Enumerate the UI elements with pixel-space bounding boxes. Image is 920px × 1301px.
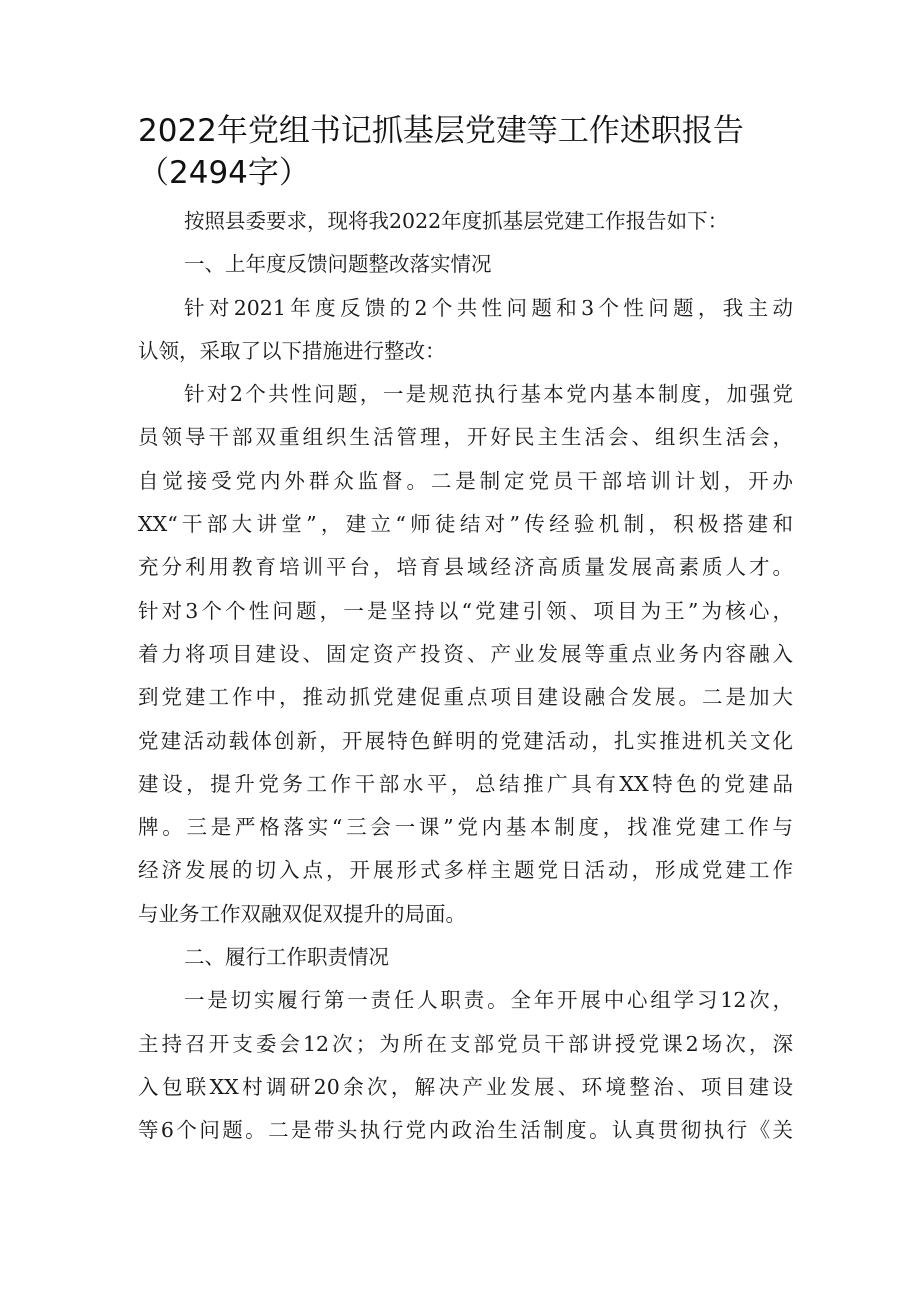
- paragraph: [138, 287, 793, 374]
- text-line: 针对2021年度反馈的2个共性问题和3个性问题，我主动: [184, 295, 793, 320]
- text-line: 着力将项目建设、固定资产投资、产业发展等重点业务内容融入: [138, 641, 793, 666]
- text-line: 等6个问题。二是带头执行党内政治生活制度。认真贯彻执行《关: [138, 1118, 793, 1143]
- text-line: 针对3个个性问题，一是坚持以“党建引领、项目为王”为核心，: [138, 598, 793, 623]
- text-line: 与业务工作双融双促双提升的局面。: [138, 901, 466, 926]
- paragraph: [138, 936, 793, 979]
- text-line: 二、履行工作职责情况: [184, 945, 389, 970]
- text-line: 一、上年度反馈问题整改落实情况: [184, 252, 492, 277]
- paragraph: [138, 979, 793, 1152]
- text-line: 充分利用教育培训平台，培育县域经济高质量发展高素质人才。: [138, 555, 793, 580]
- text-line: 自觉接受党内外群众监督。二是制定党员干部培训计划，开办: [138, 468, 793, 493]
- document-title: [138, 110, 818, 194]
- text-line: 针对2个共性问题，一是规范执行基本党内基本制度，加强党: [184, 382, 793, 407]
- text-line: 按照县委要求，现将我2022年度抓基层党建工作报告如下：: [184, 209, 729, 233]
- text-line: XX“干部大讲堂”，建立“师徒结对”传经验机制，积极搭建和: [138, 512, 793, 537]
- text-line: 到党建工作中，推动抓党建促重点项目建设融合发展。二是加大: [138, 685, 793, 710]
- title-line-1: 2022年党组书记抓基层党建等工作述职报告: [138, 113, 744, 149]
- text-line: 入包联XX村调研20余次，解决产业发展、环境整治、项目建设: [138, 1074, 793, 1099]
- text-line: 经济发展的切入点，开展形式多样主题党日活动，形成党建工作: [138, 858, 793, 883]
- text-line: 主持召开支委会12次；为所在支部党员干部讲授党课2场次，深: [138, 1031, 793, 1056]
- paragraph: [138, 373, 793, 936]
- text-line: 党建活动载体创新，开展特色鲜明的党建活动，扎实推进机关文化: [138, 728, 793, 753]
- title-line-2: （2494字）: [138, 155, 310, 191]
- paragraph: [138, 200, 793, 243]
- text-line: 建设，提升党务工作干部水平，总结推广具有XX特色的党建品: [138, 771, 793, 796]
- text-line: 牌。三是严格落实“三会一课”党内基本制度，找准党建工作与: [138, 815, 793, 840]
- document-body: [138, 200, 793, 1153]
- paragraph: [138, 243, 793, 286]
- text-line: 一是切实履行第一责任人职责。全年开展中心组学习12次，: [184, 988, 793, 1013]
- text-line: 认领，采取了以下措施进行整改：: [138, 338, 446, 363]
- text-line: 员领导干部双重组织生活管理，开好民主生活会、组织生活会，: [138, 425, 793, 450]
